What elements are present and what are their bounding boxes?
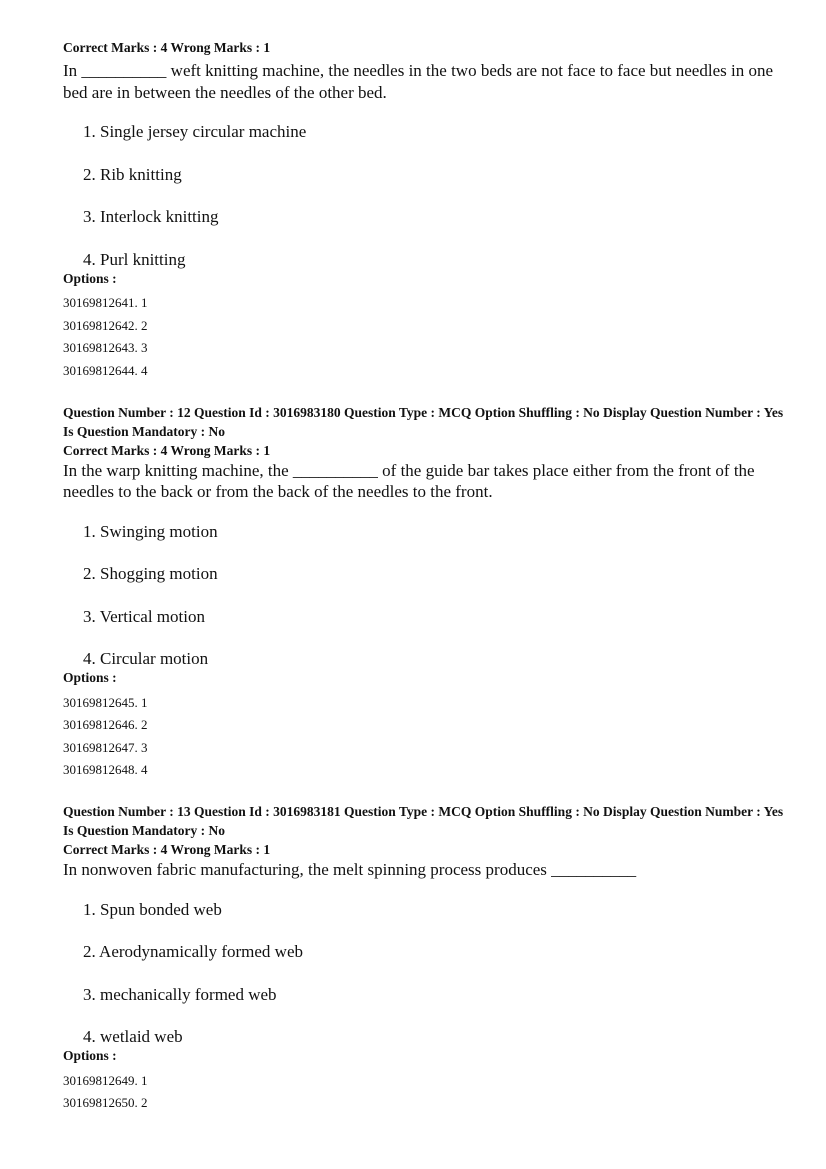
options-label: Options : — [63, 670, 117, 685]
question-stem: In nonwoven fabric manufacturing, the melt spinning process produces __________ — [63, 860, 637, 879]
options-label: Options : — [63, 270, 117, 286]
choice-item: 4. wetlaid web — [83, 1027, 183, 1046]
option-id: 30169812646. 2 — [63, 717, 148, 732]
marks-line: Correct Marks : 4 Wrong Marks : 1 — [63, 40, 271, 55]
choice-list — [63, 521, 793, 670]
option-id: 30169812645. 1 — [63, 694, 148, 710]
marks-line: Correct Marks : 4 Wrong Marks : 1 — [63, 842, 271, 857]
option-id: 30169812642. 2 — [63, 317, 148, 333]
choice-item: 3. Interlock knitting — [83, 207, 219, 226]
choice-item: 2. Aerodynamically formed web — [83, 942, 303, 961]
choice-list — [63, 121, 793, 270]
options-label: Options : — [63, 1048, 117, 1063]
marks-line: Correct Marks : 4 Wrong Marks : 1 — [63, 442, 271, 458]
choice-item: 4. Purl knitting — [83, 249, 186, 269]
document-page — [63, 38, 793, 1110]
choice-list — [63, 899, 793, 1048]
question-13 — [63, 802, 793, 1110]
choice-item: 1. Spun bonded web — [83, 899, 222, 919]
option-id: 30169812647. 3 — [63, 739, 148, 755]
option-id: 30169812648. 4 — [63, 762, 148, 777]
option-id: 30169812643. 3 — [63, 340, 148, 355]
choice-item: 4. Circular motion — [83, 649, 209, 668]
question-12 — [63, 403, 793, 778]
option-id: 30169812644. 4 — [63, 362, 148, 378]
choice-item: 3. mechanically formed web — [83, 984, 277, 1004]
option-id: 30169812649. 1 — [63, 1072, 148, 1088]
question-header: Question Number : 13 Question Id : 3016983181 Question Type : MCQ Option Shuffling : No Display Question Number : Yes Is Question Mandatory : No — [63, 804, 784, 838]
option-id: 30169812641. 1 — [63, 295, 148, 310]
option-id: 30169812650. 2 — [63, 1095, 148, 1110]
choice-item: 1. Swinging motion — [83, 521, 218, 541]
question-11 — [63, 38, 793, 378]
choice-item: 1. Single jersey circular machine — [83, 122, 307, 141]
choice-item: 2. Rib knitting — [83, 164, 182, 184]
question-stem: In the warp knitting machine, the __________ of the guide bar takes place either from the front of the needles to the back or from the back of the needles to the front. — [63, 460, 755, 501]
choice-item: 3. Vertical motion — [83, 606, 205, 626]
question-header: Question Number : 12 Question Id : 3016983180 Question Type : MCQ Option Shuffling : No Display Question Number : Yes Is Question Mandatory : No — [63, 404, 784, 439]
choice-item: 2. Shogging motion — [83, 564, 218, 583]
question-stem: In __________ weft knitting machine, the needles in the two beds are not face to face but needles in one bed are in between the needles of the other bed. — [63, 61, 773, 102]
